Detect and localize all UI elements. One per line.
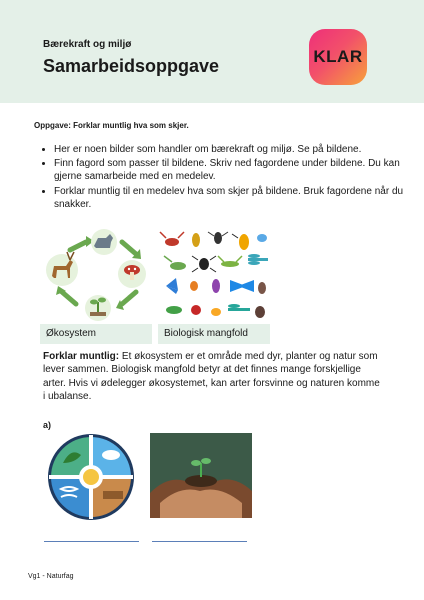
biodiversity-insects-image	[158, 228, 270, 323]
instruction-list	[40, 143, 406, 212]
instruction-item: • Forklar muntlig til en medelev hva som skjer på bildene. Bruk fagordene når du snakker.	[54, 185, 406, 211]
instruction-item: • Her er noen bilder som handler om bærekraft og miljø. Se på bildene.	[54, 143, 406, 156]
sustainability-circle-image	[47, 433, 135, 521]
logo-text: KLAR	[313, 47, 363, 66]
subject-label: Bærekraft og miljø	[43, 39, 132, 50]
header-band	[0, 0, 424, 103]
page-title: Samarbeidsoppgave	[43, 56, 220, 76]
answer-line-2	[152, 541, 247, 542]
caption-biodiversity: Biologisk mangfold	[158, 324, 270, 344]
explanation-lead: Forklar muntlig:	[43, 351, 120, 362]
instruction-item: • Finn fagord som passer til bildene. Skriv ned fagordene under bildene. Du kan gjerne samarbeide med en medelev.	[54, 157, 406, 183]
explanation-body: Et økosystem er et område med dyr, planter og natur som lever sammen. Biologisk mangfold betyr at det finnes mange forskjellige arter. Hvis vi ødelegger økosystemet, kan arter forsvinne og naturen komme i ubalanse.	[43, 351, 380, 403]
section-label-a: a)	[43, 420, 52, 430]
ecosystem-cycle-image	[40, 228, 152, 323]
caption-ecosystem: Økosystem	[40, 324, 152, 344]
task-heading: Oppgave: Forklar muntlig hva som skjer.	[34, 121, 189, 130]
explanation-text	[43, 350, 383, 404]
klar-logo	[309, 29, 367, 85]
hands-seedling-photo	[150, 433, 252, 518]
footer-course: Vg1 - Naturfag	[28, 573, 74, 580]
answer-line-1	[44, 541, 139, 542]
